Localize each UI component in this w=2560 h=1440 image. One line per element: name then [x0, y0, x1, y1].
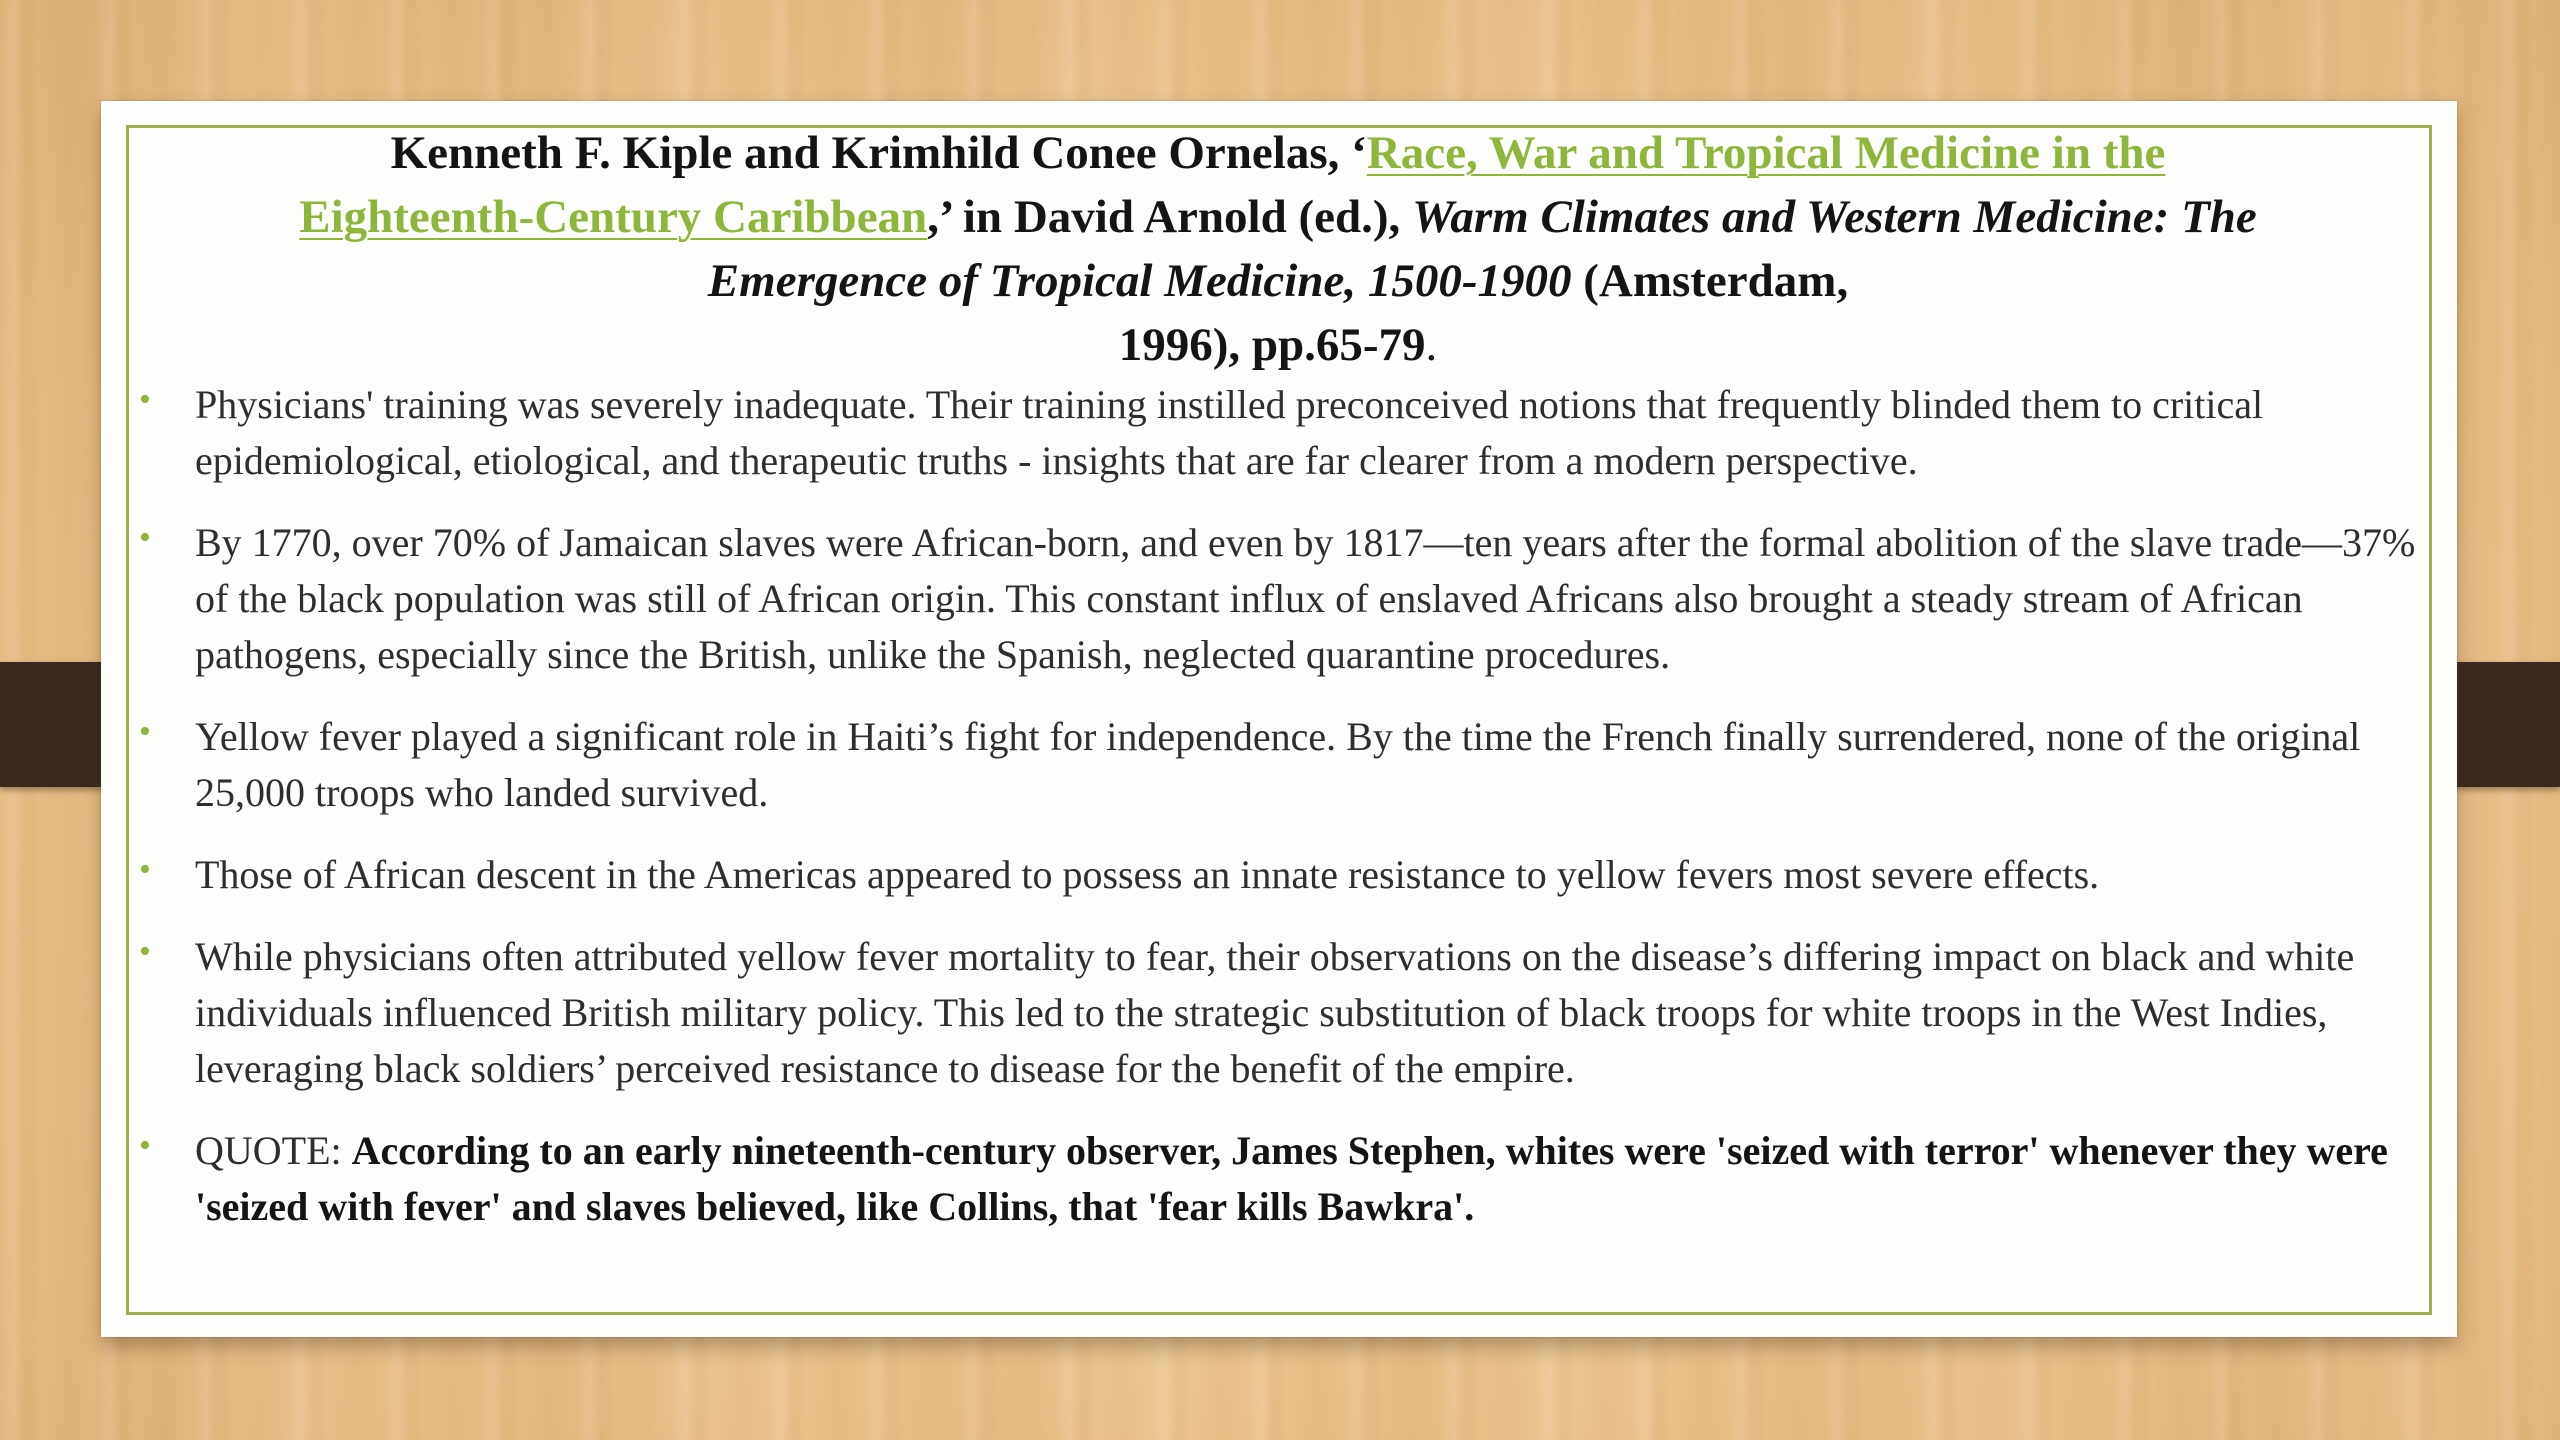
bullet-icon: • [139, 381, 151, 418]
bullet-icon: • [139, 519, 151, 556]
list-item [129, 847, 2427, 903]
list-item [129, 709, 2427, 821]
bullet-text: By 1770, over 70% of Jamaican slaves were African-born, and even by 1817—ten years after the formal abolition of the slave trade—37% of the black population was still of African origin. This constant influx of enslaved Africans also brought a steady stream of African pathogens, especially since the British, unlike the Spanish, neglected quarantine procedures. [195, 520, 2416, 677]
quote-label: QUOTE: [195, 1128, 352, 1173]
slide [101, 101, 2457, 1337]
chapter-link[interactable]: Race, War and Tropical Medicine in the Eighteenth-Century Caribbean [299, 127, 2166, 243]
citation-end: . [1425, 319, 1438, 371]
bullet-icon: • [139, 851, 151, 888]
citation-after-link: ,’ in David Arnold (ed.), [927, 191, 1413, 243]
book-title: Warm Climates and Western Medicine: The Emergence of Tropical Medicine, 1500-1900 [707, 191, 2257, 307]
bullet-icon: • [139, 713, 151, 750]
bullet-text: Yellow fever played a significant role in Haiti’s fight for independence. By the time the French finally surrendered, none of the original 25,000 troops who landed survived. [195, 714, 2361, 815]
list-item [129, 377, 2427, 489]
bullet-icon: • [139, 1127, 151, 1164]
list-item [129, 929, 2427, 1097]
bullet-list [129, 377, 2427, 1235]
bullet-icon: • [139, 933, 151, 970]
citation-heading [298, 121, 2258, 377]
citation-pages: 1996), pp.65-79 [1118, 319, 1426, 371]
quote-item [129, 1123, 2427, 1235]
bullet-text: While physicians often attributed yellow fever mortality to fear, their observations on the disease’s differing impact on black and white individuals influenced British military policy. This led to the strategic substitution of black troops for white troops in the West Indies, leveraging black soldiers’ perceived resistance to disease for the benefit of the empire. [195, 934, 2355, 1091]
citation-publisher: (Amsterdam, [1571, 255, 1849, 307]
bullet-text: Physicians' training was severely inadequate. Their training instilled preconceived notions that frequently blinded them to critical epidemiological, etiological, and therapeutic truths - insights that are far clearer from a modern perspective. [195, 382, 2264, 483]
quote-text: According to an early nineteenth-century observer, James Stephen, whites were 'seized with terror' whenever they were 'seized with fever' and slaves believed, like Collins, that 'fear kills Bawkra'. [195, 1128, 2388, 1229]
list-item [129, 515, 2427, 683]
slide-content [129, 121, 2427, 1311]
bullet-text: Those of African descent in the Americas appeared to possess an innate resistance to yellow fevers most severe effects. [195, 852, 2100, 897]
citation-authors: Kenneth F. Kiple and Krimhild Conee Ornelas, ‘ [390, 127, 1367, 179]
